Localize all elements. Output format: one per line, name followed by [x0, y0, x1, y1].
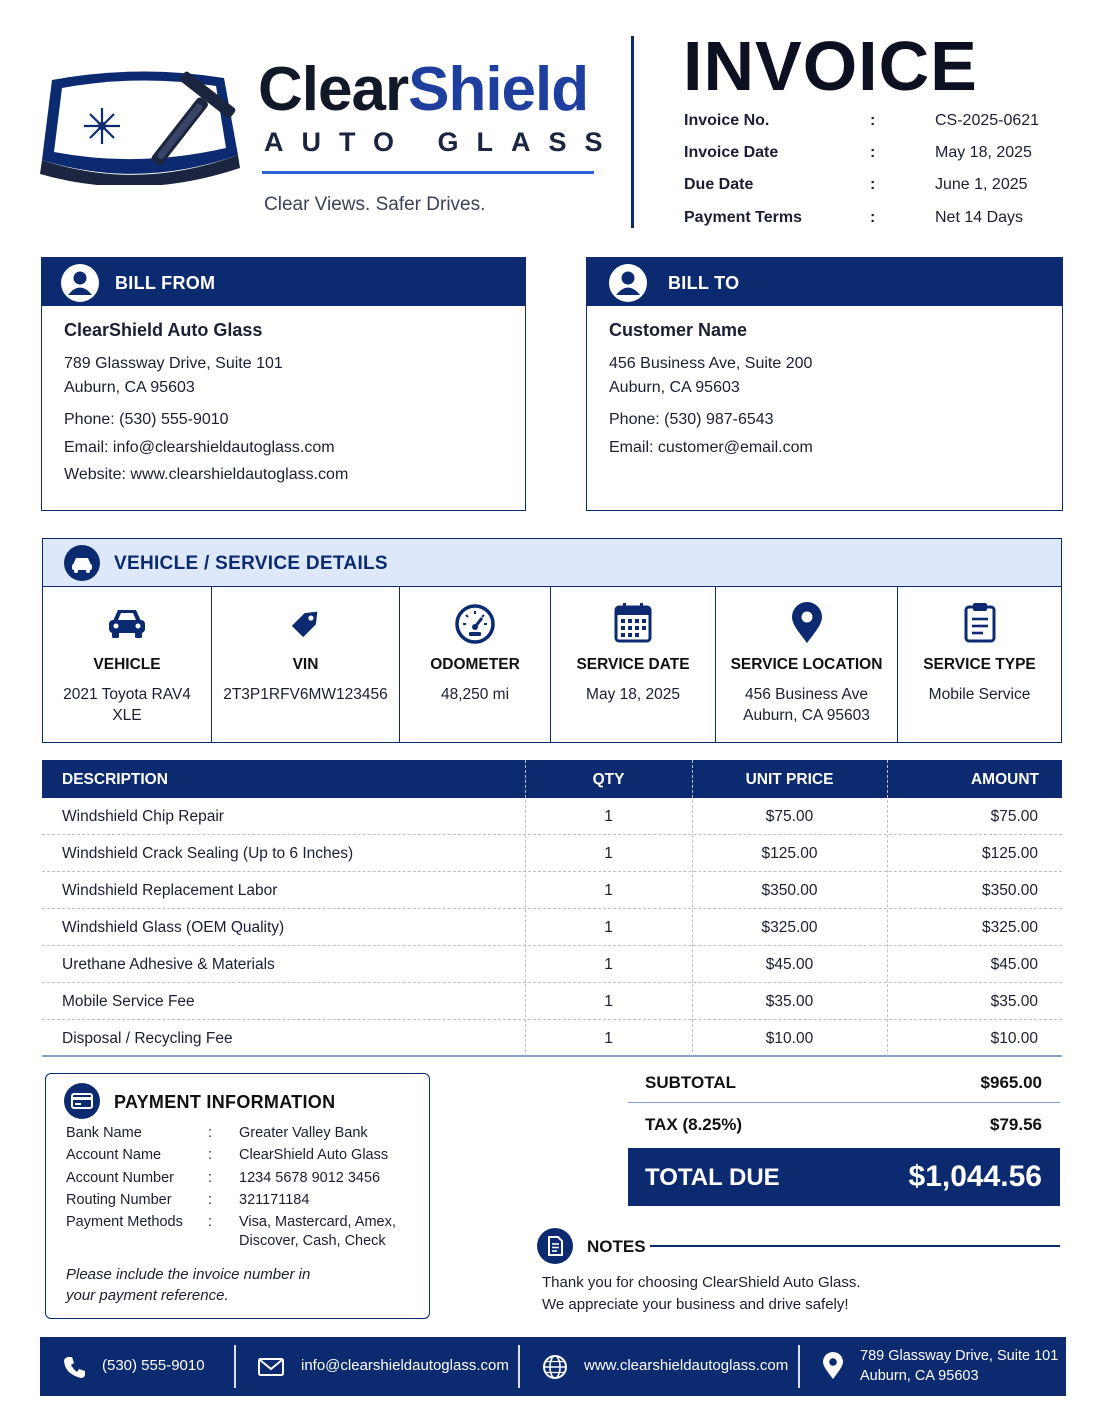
calendar-icon [609, 601, 657, 645]
service-date-value: May 18, 2025 [586, 686, 680, 703]
footer-phone-text: (530) 555-9010 [102, 1357, 205, 1374]
globe-icon [542, 1354, 568, 1380]
payment-separator: : [208, 1170, 213, 1186]
table-row [42, 909, 1062, 946]
payment-label: Bank Name [66, 1125, 142, 1141]
item-description: Mobile Service Fee [62, 993, 195, 1010]
table-row [42, 1020, 1062, 1057]
notes-line: We appreciate your business and drive safely! [542, 1296, 849, 1313]
invoice-number-row [684, 112, 1064, 136]
item-amount: $45.00 [990, 956, 1038, 973]
footer-website[interactable] [542, 1337, 797, 1396]
footer-bar [40, 1337, 1066, 1396]
item-unit-price: $35.00 [765, 993, 814, 1010]
item-qty: 1 [604, 919, 613, 936]
payment-terms-row [684, 209, 1064, 233]
meta-separator: : [870, 176, 876, 193]
brand-name-part2: Shield [408, 55, 589, 124]
brand-underline [262, 171, 594, 174]
footer-divider [234, 1345, 236, 1388]
payment-label: Payment Methods [66, 1214, 183, 1230]
footer-address-line2: Auburn, CA 95603 [860, 1368, 979, 1384]
meta-separator: : [870, 144, 876, 161]
service-location-value: 456 Business Ave Auburn, CA 95603 [743, 686, 870, 724]
bill-to-box [586, 257, 1063, 511]
bill-to-name: Customer Name [609, 320, 748, 340]
odometer-label: ODOMETER [430, 656, 520, 673]
item-amount: $10.00 [990, 1030, 1038, 1047]
vehicle-label: VEHICLE [93, 656, 161, 673]
item-description: Windshield Replacement Labor [62, 882, 278, 899]
item-qty: 1 [604, 845, 613, 862]
speedometer-icon [451, 601, 499, 645]
tax-value: $79.56 [990, 1115, 1042, 1134]
meta-label: Due Date [684, 176, 754, 193]
col-header-qty: QTY [592, 771, 625, 788]
footer-address-line1: 789 Glassway Drive, Suite 101 [860, 1348, 1059, 1364]
tag-icon [282, 601, 330, 645]
car-icon [64, 545, 100, 581]
col-header-description: DESCRIPTION [62, 771, 168, 788]
payment-info-title: PAYMENT INFORMATION [114, 1092, 336, 1112]
vin-cell [212, 587, 400, 742]
payment-separator: : [208, 1125, 213, 1141]
item-qty: 1 [604, 882, 613, 899]
item-unit-price: $75.00 [765, 808, 814, 825]
footer-divider [518, 1345, 520, 1388]
bill-from-phone: Phone: (530) 555-9010 [64, 411, 229, 428]
document-icon [537, 1228, 573, 1264]
meta-label: Invoice No. [684, 112, 770, 129]
vehicle-cell [43, 587, 212, 742]
footer-email-text: info@clearshieldautoglass.com [301, 1357, 509, 1374]
meta-label: Payment Terms [684, 209, 802, 226]
meta-value: CS-2025-0621 [935, 112, 1040, 129]
invoice-date-row [684, 144, 1064, 168]
item-description: Windshield Glass (OEM Quality) [62, 919, 285, 936]
meta-value: June 1, 2025 [935, 176, 1028, 193]
service-date-cell [551, 587, 716, 742]
credit-card-icon [64, 1083, 100, 1119]
item-description: Windshield Chip Repair [62, 808, 224, 825]
bill-from-name: ClearShield Auto Glass [64, 320, 263, 340]
bill-from-email[interactable]: Email: info@clearshieldautoglass.com [64, 439, 335, 456]
column-divider [525, 760, 526, 1057]
item-qty: 1 [604, 808, 613, 825]
bill-to-email[interactable]: Email: customer@email.com [609, 439, 813, 456]
payment-separator: : [208, 1147, 213, 1163]
user-icon [61, 264, 99, 302]
item-unit-price: $125.00 [761, 845, 818, 862]
bill-from-address2: Auburn, CA 95603 [64, 379, 195, 396]
vehicle-details-header [43, 539, 1061, 587]
footer-address [821, 1337, 1061, 1396]
bill-to-title: BILL TO [668, 273, 740, 293]
meta-value: Net 14 Days [935, 209, 1024, 226]
bill-from-website[interactable]: Website: www.clearshieldautoglass.com [64, 466, 349, 483]
odometer-cell [400, 587, 551, 742]
vin-label: VIN [292, 656, 319, 673]
phone-icon [62, 1354, 88, 1380]
item-qty: 1 [604, 993, 613, 1010]
table-header [42, 760, 1062, 798]
table-row [42, 798, 1062, 835]
payment-value: 1234 5678 9012 3456 [239, 1170, 381, 1186]
payment-note: Please include the invoice number in your payment reference. [66, 1266, 311, 1304]
service-type-value: Mobile Service [928, 686, 1031, 703]
payment-label: Routing Number [66, 1192, 172, 1208]
brand-name-part1: Clear [258, 55, 409, 124]
total-due-banner [628, 1148, 1060, 1206]
line-items-table [42, 760, 1062, 1057]
notes-line: Thank you for choosing ClearShield Auto Glass. [542, 1274, 861, 1291]
payment-separator: : [208, 1192, 213, 1208]
bill-to-address1: 456 Business Ave, Suite 200 [609, 355, 813, 372]
subtotal-value: $965.00 [980, 1073, 1042, 1092]
clipboard-icon [956, 601, 1004, 645]
header-divider [631, 36, 634, 228]
footer-divider [798, 1345, 800, 1388]
table-row [42, 946, 1062, 983]
windshield-logo-icon [38, 60, 243, 185]
invoice-title: INVOICE [683, 27, 978, 105]
service-date-label: SERVICE DATE [576, 656, 690, 673]
user-icon [609, 264, 647, 302]
due-date-row [684, 176, 1064, 200]
table-row [42, 835, 1062, 872]
item-amount: $350.00 [981, 882, 1038, 899]
item-amount: $325.00 [981, 919, 1038, 936]
table-row [42, 872, 1062, 909]
notes-rule [650, 1245, 1060, 1247]
service-type-cell [898, 587, 1061, 742]
item-amount: $35.00 [990, 993, 1038, 1010]
table-row [42, 983, 1062, 1020]
item-qty: 1 [604, 956, 613, 973]
payment-label: Account Name [66, 1147, 162, 1163]
bill-from-header [42, 258, 525, 306]
payment-separator: : [208, 1214, 213, 1230]
notes-title: NOTES [587, 1237, 646, 1256]
meta-value: May 18, 2025 [935, 144, 1032, 161]
payment-value: Greater Valley Bank [239, 1125, 368, 1141]
vehicle-details-title: VEHICLE / SERVICE DETAILS [114, 553, 388, 574]
brand-name [258, 55, 588, 125]
payment-value: Visa, Mastercard, Amex, Discover, Cash, Check [239, 1214, 396, 1249]
bill-to-phone: Phone: (530) 987-6543 [609, 411, 774, 428]
bill-from-address1: 789 Glassway Drive, Suite 101 [64, 355, 283, 372]
footer-email[interactable] [257, 1337, 517, 1396]
car-icon [103, 601, 151, 645]
brand-tagline: Clear Views. Safer Drives. [264, 194, 486, 215]
item-unit-price: $350.00 [761, 882, 818, 899]
vin-value: 2T3P1RFV6MW123456 [223, 686, 388, 703]
service-type-label: SERVICE TYPE [923, 656, 1036, 673]
location-pin-icon [783, 601, 831, 645]
tax-row [628, 1105, 1060, 1145]
odometer-value: 48,250 mi [440, 686, 510, 703]
col-header-unit-price: UNIT PRICE [745, 771, 834, 788]
bill-to-header [587, 258, 1062, 306]
bill-from-title: BILL FROM [115, 273, 216, 293]
notes-text [542, 1272, 861, 1316]
subtotal-row [628, 1063, 1060, 1103]
service-location-label: SERVICE LOCATION [730, 656, 883, 673]
item-amount: $125.00 [981, 845, 1038, 862]
column-divider [692, 760, 693, 1057]
subtotal-label: SUBTOTAL [645, 1073, 736, 1092]
payment-label: Account Number [66, 1170, 174, 1186]
payment-value: 321171184 [239, 1192, 310, 1208]
item-description: Windshield Crack Sealing (Up to 6 Inches) [62, 845, 354, 862]
meta-label: Invoice Date [684, 144, 779, 161]
location-pin-icon [821, 1352, 845, 1380]
total-due-label: TOTAL DUE [645, 1164, 780, 1191]
item-qty: 1 [604, 1030, 613, 1047]
payment-info-box [45, 1073, 430, 1319]
envelope-icon [257, 1354, 285, 1380]
col-header-amount: AMOUNT [970, 771, 1039, 788]
vehicle-value: 2021 Toyota RAV4 XLE [63, 686, 191, 724]
footer-phone[interactable] [62, 1337, 242, 1396]
payment-value: ClearShield Auto Glass [239, 1147, 389, 1163]
item-description: Disposal / Recycling Fee [62, 1030, 233, 1047]
item-amount: $75.00 [990, 808, 1038, 825]
tax-label: TAX (8.25%) [645, 1115, 742, 1134]
bill-to-address2: Auburn, CA 95603 [609, 379, 740, 396]
meta-separator: : [870, 209, 876, 226]
footer-website-text: www.clearshieldautoglass.com [584, 1357, 789, 1374]
vehicle-details-section [42, 538, 1062, 743]
brand-subtitle: AUTO GLASS [264, 127, 621, 157]
total-due-value: $1,044.56 [908, 1160, 1042, 1193]
column-divider [887, 760, 888, 1057]
service-location-cell [716, 587, 898, 742]
item-unit-price: $45.00 [765, 956, 814, 973]
item-description: Urethane Adhesive & Materials [62, 956, 275, 973]
item-unit-price: $10.00 [765, 1030, 814, 1047]
meta-separator: : [870, 112, 876, 129]
bill-from-box [41, 257, 526, 511]
item-unit-price: $325.00 [761, 919, 818, 936]
